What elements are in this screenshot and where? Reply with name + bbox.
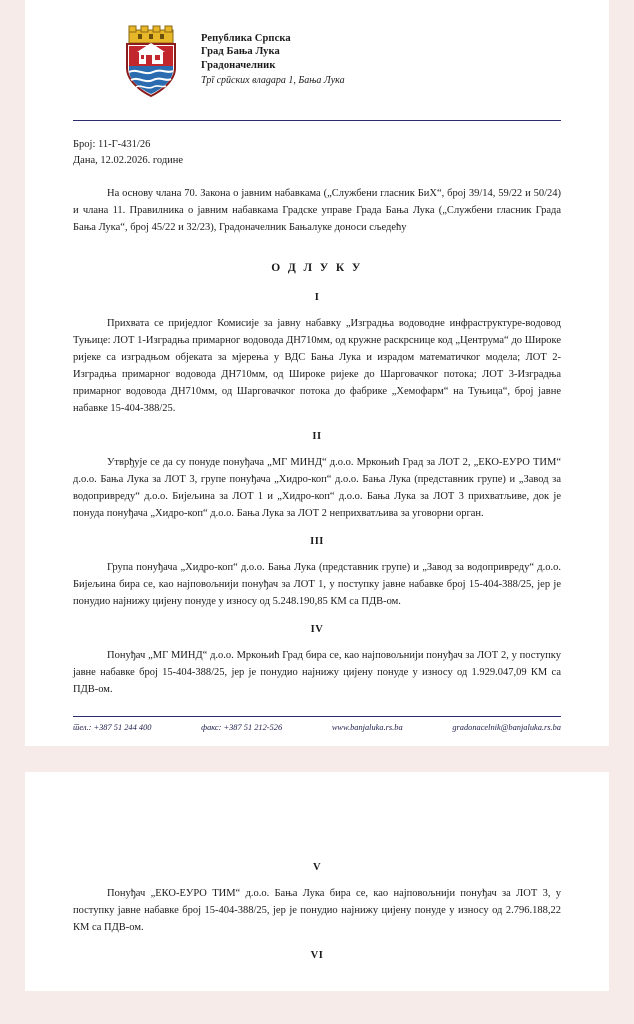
org-line-city: Град Бања Лука xyxy=(201,46,280,58)
intro-paragraph: На основу члана 70. Закона о јавним набавкама („Службени гласник БиХ“, број 39/14, 59/22 и 50/24) и члана 11. Правилника о јавним набавкама Градске управе Града Бања Лука („Службени гласник Града Бања Лука“, број 45/22 и 32/23), Градоначелник Бањалуке доноси сљедећу xyxy=(73,187,561,233)
document-number: Број: 11-Г-431/26 xyxy=(73,139,151,150)
org-line-republic: Република Српска xyxy=(201,33,291,44)
document-page-1 xyxy=(25,0,609,746)
page-separator xyxy=(0,746,634,772)
document-meta xyxy=(73,137,561,169)
footer-fax: факс: +387 51 212-526 xyxy=(201,722,283,732)
footer-email[interactable]: gradonacelnik@banjaluka.rs.ba xyxy=(452,722,561,732)
organization-block xyxy=(201,24,345,88)
section-text-1: Прихвата се приједлог Комисије за јавну набавку „Изградња водоводне инфраструктуре-водовод Туњице: ЛОТ 1-Изградња примарног водовода ДН710мм, од кружне раскрснице код „Центрума“ до Широке ријеке са изградњом објеката за мјерења у ВДС Бања Лука и израдом математичког модела; ЛОТ 2-Изградња примарног водовода ДН710мм, од Широке ријеке до Шарговачког потока; ЛОТ 3-Изградња примарног водовода ДН710мм, од Шарговачког потока до фабрике „Хемофарм“ на Туњица“, број јавне набавке 15-404-388/25. xyxy=(73,317,561,414)
section-numeral-1: I xyxy=(314,291,320,303)
section-numeral-4: IV xyxy=(310,623,324,635)
section-numeral-6: VI xyxy=(310,949,324,961)
section-text-3: Група понуђача „Хидро-коп“ д.о.о. Бања Лука (представник групе) и „Завод за водопривреду“ д.о.о. Бијељина бира се, као најповољнији понуђач за ЛОТ 1, у поступку јавне набавке број 15-404-388/25, јер је понудио најнижу цијену понуде у износу од 5.248.190,85 КМ са ПДВ-ом. xyxy=(73,561,561,607)
org-address: Трг српских владара 1, Бања Лука xyxy=(201,75,345,87)
footer-phone: тел.: +387 51 244 400 xyxy=(73,722,152,732)
coat-of-arms-icon xyxy=(119,24,183,98)
document-date: Дана, 12.02.2026. године xyxy=(73,154,184,166)
document-page-2 xyxy=(25,772,609,991)
footer-website[interactable]: www.banjaluka.rs.ba xyxy=(331,722,403,732)
section-text-5: Понуђач „ЕКО-ЕУРО ТИМ“ д.о.о. Бања Лука бира се, као најповољнији понуђач за ЛОТ 3, у поступку јавне набавке број 15-404-388/25, јер је понудио најнижу цијену понуде у износу од 2.796.188,22 КМ са ПДВ-ом. xyxy=(73,887,561,933)
section-numeral-2: II xyxy=(312,430,322,442)
section-numeral-3: III xyxy=(310,535,324,547)
document-header xyxy=(73,24,561,98)
header-divider xyxy=(73,120,561,121)
section-numeral-5: V xyxy=(312,861,322,873)
document-footer xyxy=(73,716,561,732)
org-line-mayor: Градоначелник xyxy=(201,59,276,71)
section-text-2: Утврђује се да су понуде понуђача „МГ МИНД“ д.о.о. Мркоњић Град за ЛОТ 2, „ЕКО-ЕУРО ТИМ“ д.о.о. Бања Лука за ЛОТ 3, групе понуђача „Хидро-коп“ д.о.о. Бања Лука (представник групе) и „Завод за водопривреду“ д.о.о. Бијељина за ЛОТ 1 и „Хидро-коп“ д.о.о. Бања Лука за ЛОТ 3 прихватљиве, док је понуда понуђача „Хидро-коп“ д.о.о. Бања Лука за ЛОТ 2 неприхватљива за уговорни орган. xyxy=(73,456,561,519)
page-title: О Д Л У К У xyxy=(271,261,363,274)
section-text-4: Понуђач „МГ МИНД“ д.о.о. Мркоњић Град бира се, као најповољнији понуђач за ЛОТ 2, у поступку јавне набавке број 15-404-388/25, јер је понудио најнижу цијену понуде у износу од 1.929.047,09 КМ са ПДВ-ом. xyxy=(73,649,561,695)
